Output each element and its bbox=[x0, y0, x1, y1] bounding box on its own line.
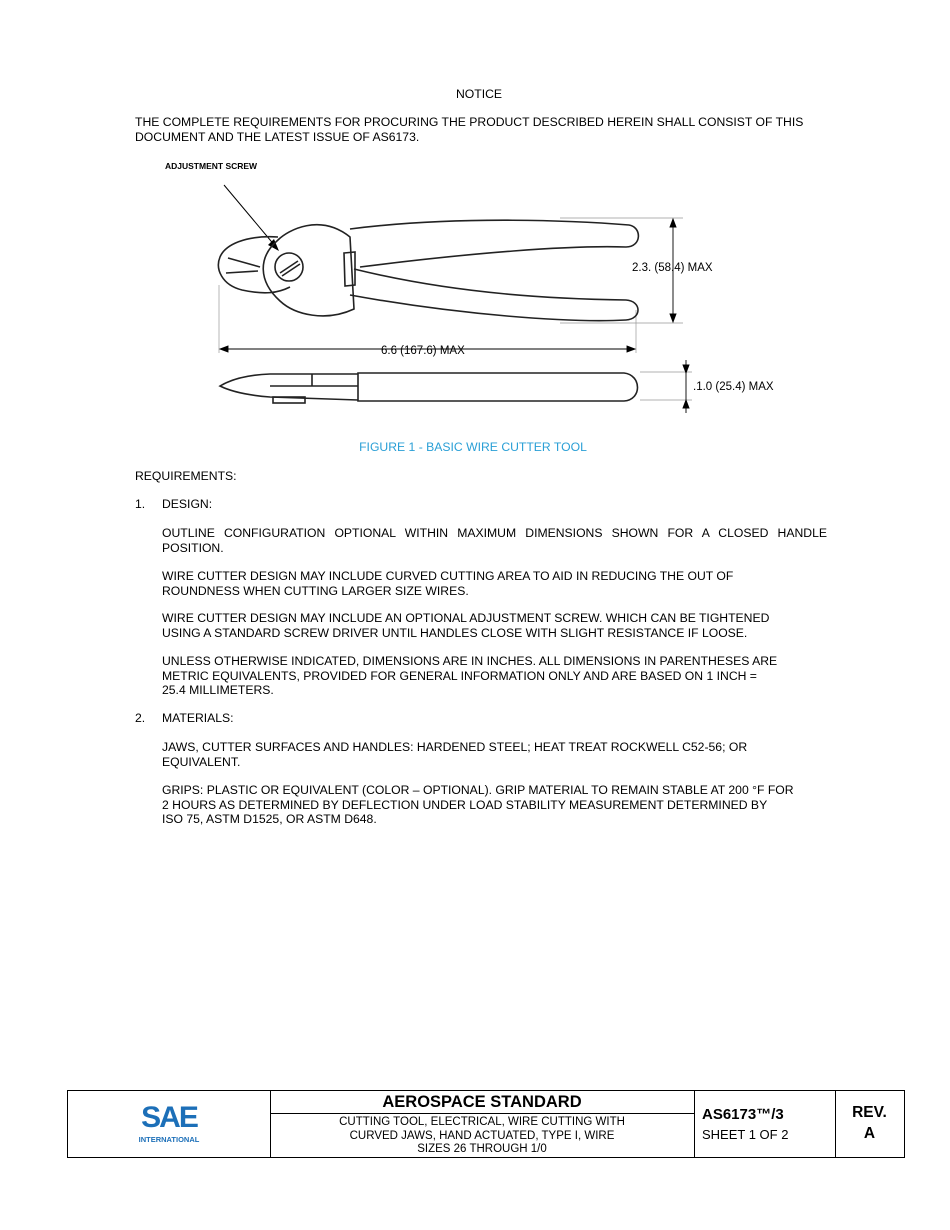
design-paragraph-2 bbox=[162, 569, 827, 598]
sae-logo-mark: SAE bbox=[141, 1101, 197, 1134]
paragraph-line: 25.4 MILLIMETERS. bbox=[162, 683, 274, 697]
title-line: SIZES 26 THROUGH 1/0 bbox=[417, 1143, 547, 1155]
section-number: 2. bbox=[135, 711, 146, 725]
wire-cutter-figure bbox=[160, 155, 800, 430]
paragraph-line: UNLESS OTHERWISE INDICATED, DIMENSIONS ARE IN INCHES. ALL DIMENSIONS IN PARENTHESES ARE bbox=[162, 654, 778, 668]
paragraph-line: 2 HOURS AS DETERMINED BY DEFLECTION UNDER LOAD STABILITY MEASUREMENT DETERMINED BY bbox=[162, 797, 768, 812]
notice-line: THE COMPLETE REQUIREMENTS FOR PROCURING THE PRODUCT DESCRIBED HEREIN SHALL CONSIST OF THIS bbox=[135, 115, 804, 129]
paragraph-line: ROUNDNESS WHEN CUTTING LARGER SIZE WIRES. bbox=[162, 583, 469, 598]
document-title bbox=[270, 1114, 694, 1157]
design-paragraph-1 bbox=[162, 526, 827, 555]
section-heading-materials: MATERIALS: bbox=[162, 711, 234, 725]
paragraph-line: POSITION. bbox=[162, 540, 224, 555]
design-paragraph-3 bbox=[162, 611, 827, 640]
revision-value: A bbox=[863, 1125, 876, 1142]
figure-caption: FIGURE 1 - BASIC WIRE CUTTER TOOL bbox=[359, 440, 587, 454]
dim-length-label: 6.6 (167.6) MAX bbox=[381, 345, 465, 357]
sheet-number: SHEET 1 OF 2 bbox=[702, 1127, 789, 1142]
paragraph-line: USING A STANDARD SCREW DRIVER UNTIL HANDLES CLOSE WITH SLIGHT RESISTANCE IF LOOSE. bbox=[162, 625, 748, 640]
title-cell bbox=[270, 1091, 695, 1157]
paragraph-line: GRIPS: PLASTIC OR EQUIVALENT (COLOR – OPTIONAL). GRIP MATERIAL TO REMAIN STABLE AT 200 °F FOR bbox=[162, 783, 794, 797]
dim-height-label: 2.3. (58.4) MAX bbox=[632, 262, 713, 274]
document-number-cell bbox=[694, 1091, 836, 1157]
title-block bbox=[67, 1090, 905, 1158]
document-type: AEROSPACE STANDARD bbox=[270, 1091, 694, 1114]
paragraph-line: METRIC EQUIVALENTS, PROVIDED FOR GENERAL INFORMATION ONLY AND ARE BASED ON 1 INCH = bbox=[162, 668, 757, 683]
notice-line: DOCUMENT AND THE LATEST ISSUE OF AS6173. bbox=[135, 129, 420, 144]
sae-logo-subtext: INTERNATIONAL bbox=[138, 1135, 200, 1144]
sae-logo-cell bbox=[68, 1091, 271, 1157]
dim-thickness-label: .1.0 (25.4) MAX bbox=[693, 381, 774, 393]
tool-side-view bbox=[220, 373, 638, 403]
requirements-heading: REQUIREMENTS: bbox=[135, 469, 237, 483]
revision-cell bbox=[835, 1091, 904, 1157]
paragraph-line: ISO 75, ASTM D1525, OR ASTM D648. bbox=[162, 812, 377, 826]
design-paragraph-4 bbox=[162, 654, 827, 698]
paragraph-line: JAWS, CUTTER SURFACES AND HANDLES: HARDENED STEEL; HEAT TREAT ROCKWELL C52-56; OR bbox=[162, 740, 748, 754]
paragraph-line: WIRE CUTTER DESIGN MAY INCLUDE CURVED CUTTING AREA TO AID IN REDUCING THE OUT OF bbox=[162, 569, 734, 583]
materials-paragraph-1 bbox=[162, 740, 827, 769]
section-number: 1. bbox=[135, 497, 146, 511]
sae-logo bbox=[68, 1091, 270, 1157]
title-line: CUTTING TOOL, ELECTRICAL, WIRE CUTTING WITH bbox=[339, 1116, 625, 1128]
document-number: AS6173™/3 bbox=[702, 1106, 784, 1123]
paragraph-line: WIRE CUTTER DESIGN MAY INCLUDE AN OPTIONAL ADJUSTMENT SCREW. WHICH CAN BE TIGHTENED bbox=[162, 611, 770, 625]
materials-paragraph-2 bbox=[162, 783, 827, 827]
paragraph-line: OUTLINE CONFIGURATION OPTIONAL WITHIN MAXIMUM DIMENSIONS SHOWN FOR A CLOSED HANDLE bbox=[162, 526, 827, 540]
revision-label: REV. bbox=[852, 1104, 887, 1121]
notice-text bbox=[135, 115, 835, 144]
callout-label: ADJUSTMENT SCREW bbox=[165, 161, 258, 171]
paragraph-line: EQUIVALENT. bbox=[162, 754, 241, 769]
notice-heading: NOTICE bbox=[455, 87, 503, 101]
section-heading-design: DESIGN: bbox=[162, 497, 213, 511]
title-line: CURVED JAWS, HAND ACTUATED, TYPE I, WIRE bbox=[349, 1129, 615, 1142]
tool-top-view bbox=[218, 220, 638, 320]
